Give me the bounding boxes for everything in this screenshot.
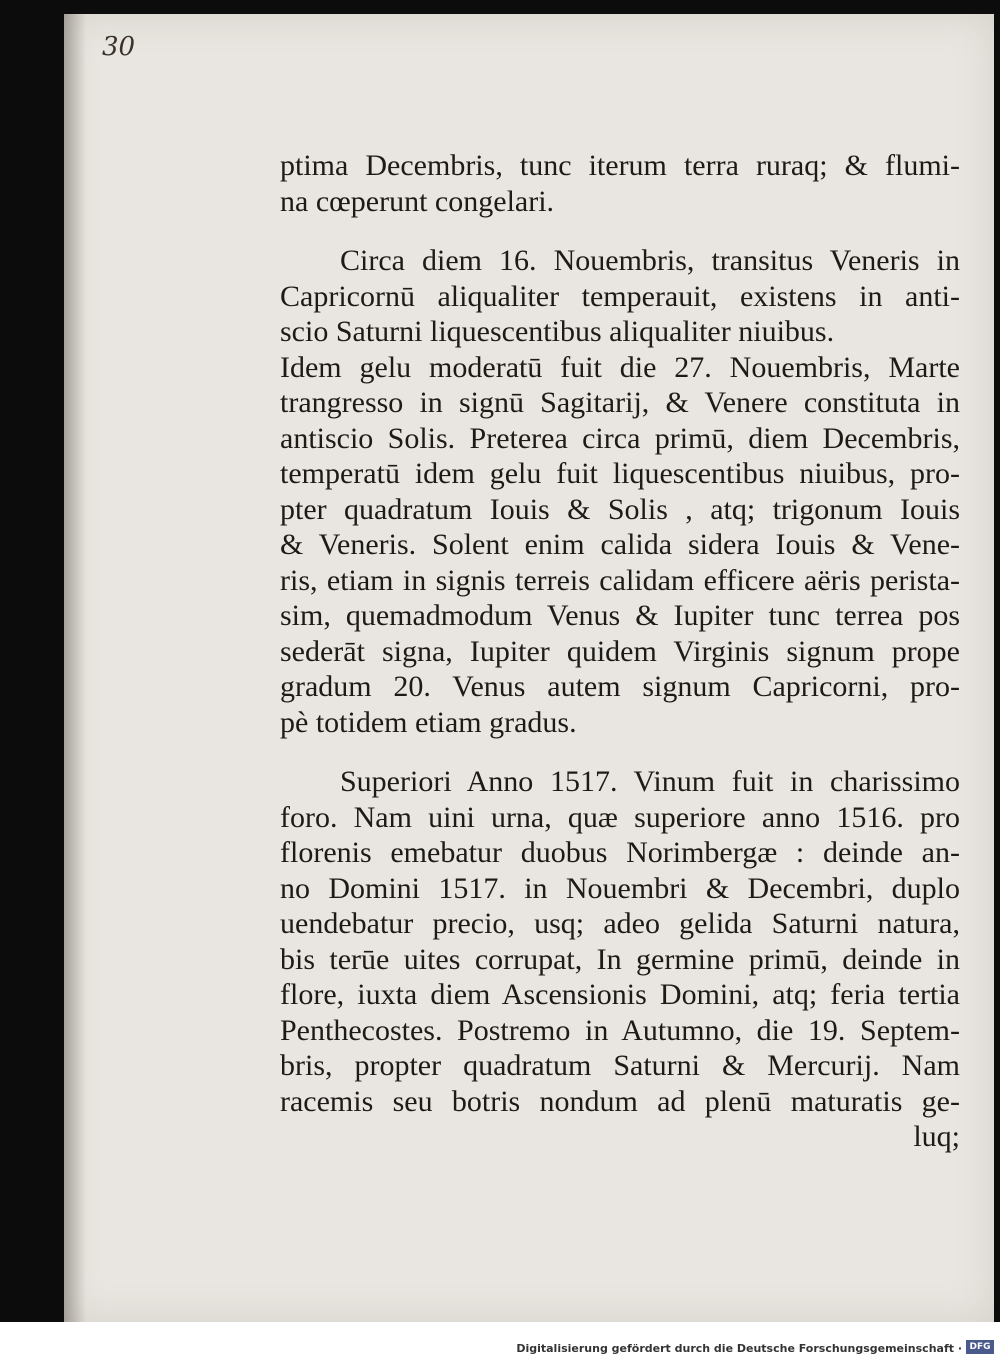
text-line: bis terūe uites corrupat, In germine primū, deinde in [280, 942, 960, 976]
text-line: temperatū idem gelu fuit liquescentibus niuibus, pro- [280, 457, 960, 490]
text-line: Circa diem 16. Nouembris, transitus Veneris in [340, 244, 960, 277]
text-line: na cœperunt congelari. [280, 184, 555, 218]
funding-credit: Digitalisierung gefördert durch die Deutsche Forschungsgemeinschaft · [516, 1342, 962, 1355]
text-line: gradum 20. Venus autem signum Capricorni, pro- [280, 670, 960, 703]
folio-number: 30 [102, 32, 136, 62]
text-line: flore, iuxta diem Ascensionis Domini, atq; feria tertia [280, 978, 960, 1011]
text-line: Superiori Anno 1517. Vinum fuit in charissimo [340, 765, 960, 798]
text-line: Idem gelu moderatū fuit die 27. Nouembris, Marte [280, 350, 960, 384]
text-line: & Veneris. Solent enim calida sidera Iouis & Vene- [280, 528, 960, 561]
text-line: florenis emebatur duobus Norimbergæ : deinde an- [280, 836, 960, 869]
text-line: foro. Nam uini urna, quæ superiore anno 1516. pro [280, 800, 960, 834]
text-line: ptima Decembris, tunc iterum terra ruraq; & flumi- [280, 149, 960, 182]
text-line: pè totidem etiam gradus. [280, 705, 577, 739]
text-line: Penthecostes. Postremo in Autumno, die 19. Septem- [280, 1013, 960, 1047]
text-line: sederāt signa, Iupiter quidem Virginis signum prope [280, 634, 960, 668]
dfg-logo: DFG [966, 1340, 994, 1354]
text-line: sim, quemadmodum Venus & Iupiter tunc terrea pos [280, 599, 960, 632]
text-line: antiscio Solis. Preterea circa primū, diem Decembris, [280, 421, 960, 455]
book-page [64, 14, 994, 1322]
text-line: Capricornū aliqualiter temperauit, existens in anti- [280, 279, 960, 313]
text-line: pter quadratum Iouis & Solis , atq; trigonum Iouis [280, 492, 960, 526]
text-line: bris, propter quadratum Saturni & Mercurij. Nam [280, 1049, 960, 1082]
text-block [280, 148, 960, 1155]
text-line: racemis seu botris nondum ad plenū maturatis ge- [280, 1084, 960, 1118]
text-line: trangresso in signū Sagitarij, & Venere constituta in [280, 386, 960, 419]
text-line: no Domini 1517. in Nouembri & Decembri, duplo [280, 871, 960, 905]
text-line: scio Saturni liquescentibus aliqualiter niuibus. [280, 315, 835, 348]
text-line: ris, etiam in signis terreis calidam efficere aëris perista- [280, 563, 960, 597]
paragraph-gap [280, 740, 960, 764]
catchword: luq; [913, 1120, 960, 1153]
text-line: uendebatur precio, usq; adeo gelida Saturni natura, [280, 907, 960, 940]
gutter-shadow [64, 14, 86, 1322]
paragraph-gap [280, 219, 960, 243]
